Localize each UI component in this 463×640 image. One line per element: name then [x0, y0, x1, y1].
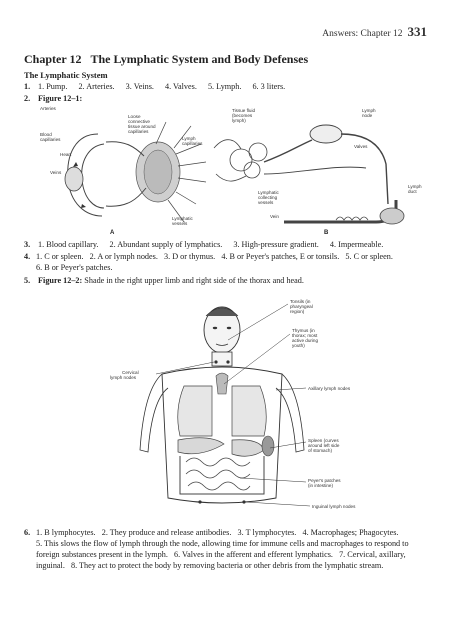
label-blood-capillaries: Blood	[40, 132, 52, 137]
answer-1	[24, 82, 285, 93]
answer-6	[24, 528, 398, 539]
label-lymph-capillaries: Lymph	[182, 136, 196, 141]
label-valves: Valves	[354, 144, 368, 149]
answer-4-number: 4.	[24, 252, 31, 261]
label-lymphatic-vessels: vessels	[172, 221, 188, 226]
label-collecting-vessels: Lymphatic	[258, 190, 279, 195]
label-veins: Veins	[50, 170, 62, 175]
leader-line	[276, 388, 306, 390]
chapter-name: The Lymphatic System and Body Defenses	[90, 52, 309, 66]
large-intestine	[180, 456, 264, 494]
chapter-number: Chapter 12	[24, 52, 82, 66]
label-thymus: youth)	[292, 343, 305, 348]
running-head	[322, 24, 427, 40]
answer-4-line: 1. C or spleen. 2. A or lymph nodes. 3. D or thymus. 4. B or Peyer's patches, E or tonsils. 5. C or spleen.	[36, 252, 393, 261]
answer-1-item: 1. Pump.	[38, 82, 68, 91]
answer-1-item: 5. Lymph.	[207, 82, 242, 91]
answer-1-item: 2. Arteries.	[78, 82, 115, 91]
label-lymph-node: node	[362, 113, 373, 118]
left-eye	[213, 327, 217, 329]
answer-6-line: inguinal. 8. They act to protect the body by removing bacteria or other debris from the lymphatic stream.	[36, 561, 384, 570]
heart-shape	[65, 167, 83, 191]
label-lymphatic-vessels: Lymphatic	[172, 216, 193, 221]
panel-label-b: B	[324, 230, 329, 236]
neck	[212, 352, 232, 366]
tissue-fluid-cell	[249, 143, 267, 161]
vein-valves	[336, 217, 368, 220]
stomach	[232, 440, 264, 457]
answer-1-item: 6. 3 liters.	[252, 82, 286, 91]
label-loose: Loose	[128, 114, 141, 119]
label-thymus: active during	[292, 338, 319, 343]
liver	[178, 438, 224, 454]
label-peyers-patches: Peyer's patches	[308, 478, 341, 483]
thymus-shape	[216, 373, 228, 394]
label-tissue-fluid: Tissue fluid	[232, 108, 256, 113]
answer-3-item: 2. Abundant supply of lymphatics.	[109, 240, 223, 249]
answer-6-line: 1. B lymphocytes. 2. They produce and release antibodies. 3. T lymphocytes. 4. Macrophages; Phagocytes.	[36, 528, 399, 537]
intestines	[186, 458, 250, 490]
answer-6-number: 6.	[24, 528, 31, 537]
lymph-node-shape	[310, 125, 342, 143]
page-number: 331	[407, 24, 427, 39]
answer-2	[24, 94, 82, 105]
label-thymus: thorax; most	[292, 333, 318, 338]
spleen-shape	[262, 436, 274, 456]
inguinal-node-dot	[198, 500, 201, 503]
answer-5-number: 5.	[24, 276, 31, 285]
label-arteries: Arteries	[40, 106, 56, 111]
answer-4	[24, 252, 393, 263]
label-cervical: Cervical	[122, 370, 139, 375]
leader-line	[270, 442, 306, 448]
vein-vessel	[284, 200, 396, 222]
inguinal-node-dot	[242, 500, 245, 503]
label-thymus: Thymus (in	[292, 328, 315, 333]
right-eye	[227, 327, 231, 329]
chapter-title	[24, 52, 308, 67]
label-cervical: lymph nodes	[110, 375, 137, 380]
label-peyers-patches: (in intestine)	[308, 483, 334, 488]
cervical-node-dot	[214, 360, 217, 363]
cervical-node-dot	[226, 360, 229, 363]
answer-6-line: foreign substances present in the lymph. 6. Valves in the afferent and efferent lymphatics. 7. Cervical, axillary,	[36, 550, 406, 559]
figure-12-1-label: Figure 12–1:	[38, 94, 83, 103]
duct-entry	[380, 208, 404, 224]
leader-line	[246, 502, 310, 506]
label-blood-capillaries: capillaries	[40, 137, 61, 142]
lymphatic-trunk	[264, 134, 388, 204]
label-spleen: around left side	[308, 443, 340, 448]
hair	[206, 308, 238, 316]
label-tissue-fluid: lymph)	[232, 118, 246, 123]
answer-4-cont: 6. B or Peyer's patches.	[36, 263, 113, 272]
answer-3-item: 1. Blood capillary.	[38, 240, 99, 249]
label-collecting-vessels: collecting	[258, 195, 278, 200]
answer-5	[24, 276, 304, 287]
label-loose: capillaries	[128, 129, 149, 134]
label-lymph-capillaries: capillaries	[182, 141, 203, 146]
label-spleen: Spleen (curves	[308, 438, 339, 443]
label-loose: tissue around	[128, 124, 156, 129]
leader-line	[240, 478, 306, 482]
collecting-vessel	[264, 167, 366, 174]
figure-12-1	[36, 104, 436, 236]
answer-1-item: 3. Veins.	[125, 82, 154, 91]
label-collecting-vessels: vessels	[258, 200, 274, 205]
answer-3	[24, 240, 383, 251]
label-lymph-node: Lymph	[362, 108, 376, 113]
flow-arrow	[81, 204, 86, 208]
right-lung	[178, 386, 212, 436]
running-head-text: Answers: Chapter 12	[322, 29, 403, 39]
section-heading: The Lymphatic System	[24, 70, 108, 80]
answer-3-item: 4. Impermeable.	[329, 240, 384, 249]
answer-3-number: 3.	[24, 240, 31, 249]
left-lung	[232, 386, 266, 436]
label-spleen: of stomach)	[308, 448, 332, 453]
answer-3-item: 3. High-pressure gradient.	[233, 240, 319, 249]
label-tonsils: pharyngeal	[290, 304, 313, 309]
label-lymph-duct: duct	[408, 189, 417, 194]
answer-1-item: 4. Valves.	[164, 82, 197, 91]
answer-6-line: 5. This slows the flow of lymph through the node, allowing time for immune cells and macrophages to respond to	[36, 539, 409, 548]
answer-5-text: Shade in the right upper limb and right side of the thorax and head.	[84, 276, 304, 285]
label-axillary: Axillary lymph nodes	[308, 386, 351, 391]
label-heart: Heart	[60, 152, 72, 157]
figure-12-2	[100, 290, 420, 518]
capillary-bed-inner	[144, 150, 172, 194]
label-loose: connective	[128, 119, 150, 124]
answer-2-number: 2.	[24, 94, 31, 103]
leader-line	[156, 362, 214, 374]
circulation-loop-inner	[82, 144, 104, 208]
panel-label-a: A	[110, 230, 115, 236]
label-vein: Vein	[270, 214, 279, 219]
label-inguinal: Inguinal lymph nodes	[312, 504, 356, 509]
flow-arrow	[73, 162, 78, 167]
label-tonsils: region)	[290, 309, 305, 314]
figure-12-2-label: Figure 12–2:	[38, 276, 83, 285]
label-tonsils: Tonsils (in	[290, 299, 311, 304]
answer-1-number: 1.	[24, 82, 31, 91]
label-lymph-duct: Lymph	[408, 184, 422, 189]
label-tissue-fluid: (becomes	[232, 113, 253, 118]
